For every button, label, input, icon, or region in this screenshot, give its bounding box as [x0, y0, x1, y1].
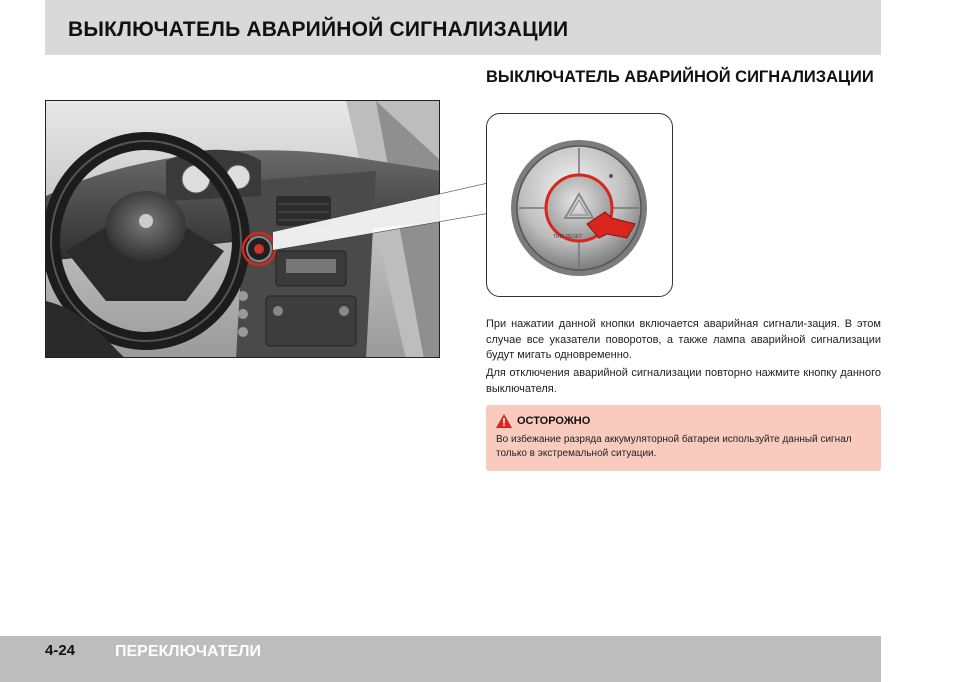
dashboard-photo	[45, 100, 440, 358]
page-title: ВЫКЛЮЧАТЕЛЬ АВАРИЙНОЙ СИГНАЛИЗАЦИИ	[68, 18, 569, 41]
chapter-title: ПЕРЕКЛЮЧАТЕЛИ	[115, 643, 261, 660]
caution-box	[486, 405, 881, 471]
hazard-switch-inset	[486, 113, 673, 297]
caution-label: ОСТОРОЖНО	[517, 415, 591, 427]
paragraph-hazard-off: Для отключения аварийной сигнализации повторно нажмите кнопку данного выключателя.	[486, 367, 881, 395]
page-number: 4-24	[45, 642, 76, 659]
caution-header	[496, 414, 872, 428]
dashboard-illustration	[46, 101, 440, 358]
trip-reset-label: TRIP RESET	[553, 234, 583, 240]
hazard-switch-illustration	[487, 114, 672, 296]
page-header	[45, 0, 881, 55]
warning-triangle-icon	[496, 414, 512, 428]
paragraph-hazard-on: При нажатии данной кнопки включается аварийная сигнали-зация. В этом случае все указатели поворотов, а также лампа аварийной сигнализации будут мигать одновременно.	[486, 318, 881, 361]
caution-text: Во избежание разряда аккумуляторной батареи используйте данный сигнал только в экстремальной ситуации.	[496, 434, 852, 459]
section-title: ВЫКЛЮЧАТЕЛЬ АВАРИЙНОЙ СИГНАЛИЗАЦИИ	[486, 68, 874, 86]
page-footer	[0, 636, 881, 682]
